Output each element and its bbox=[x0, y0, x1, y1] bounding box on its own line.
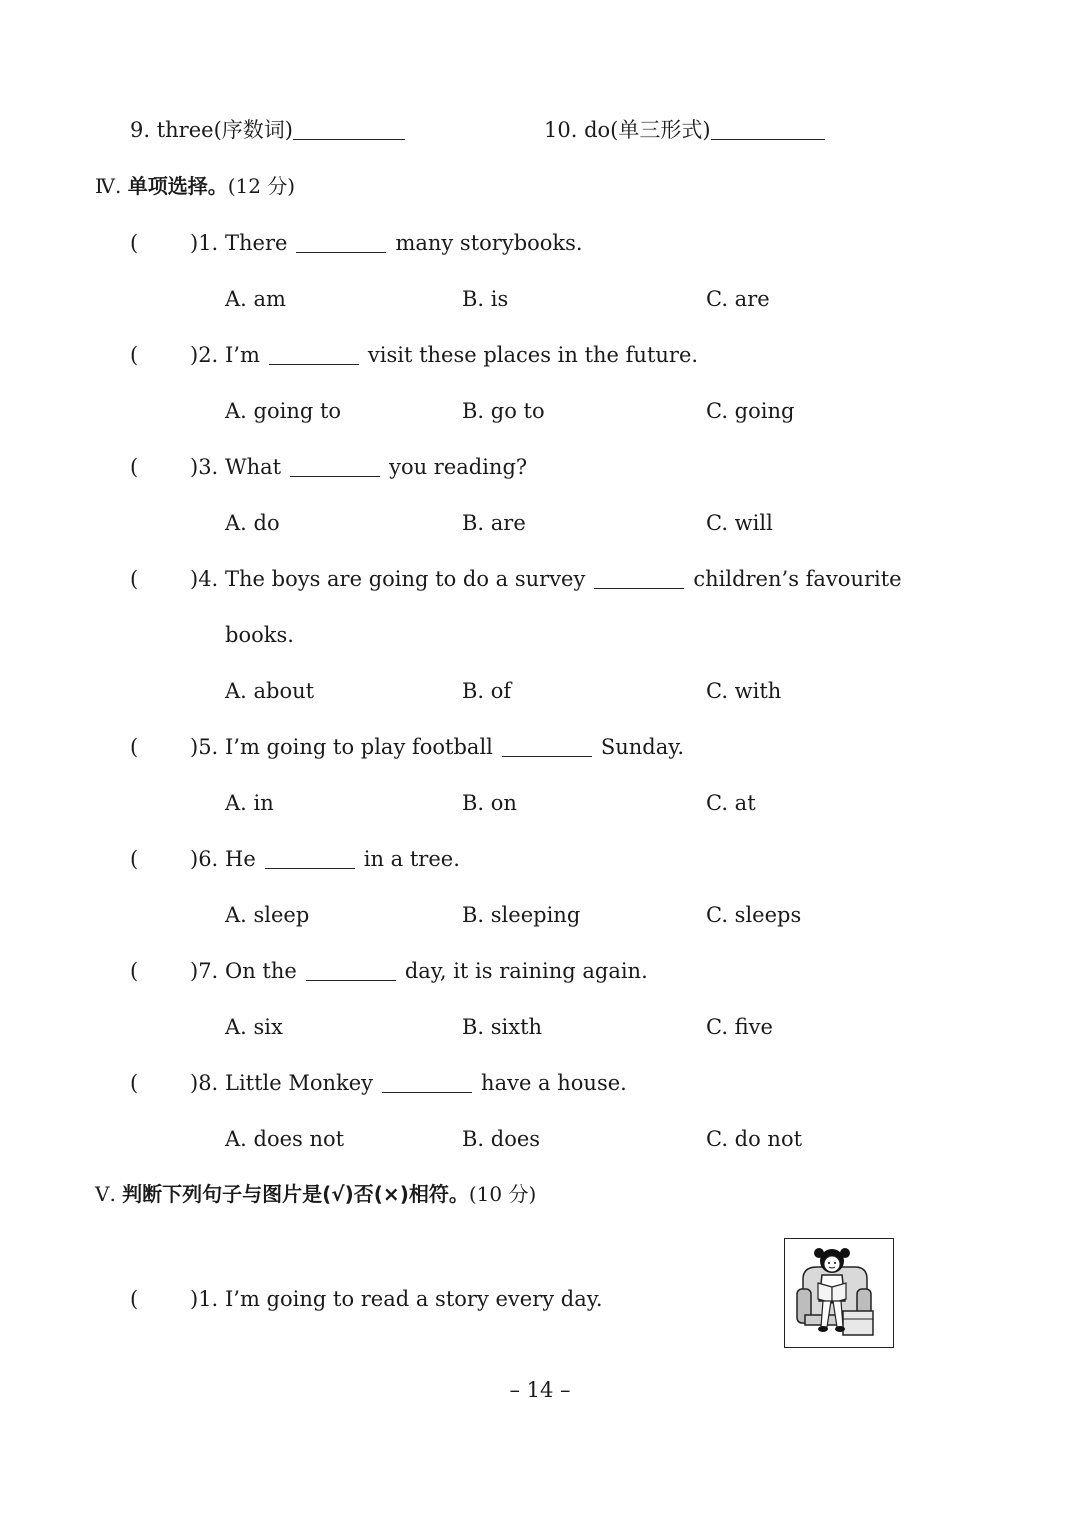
question-stem bbox=[225, 737, 684, 758]
option-b[interactable]: B. go to bbox=[462, 399, 545, 423]
answer-paren[interactable]: ( bbox=[130, 455, 139, 479]
answer-blank[interactable] bbox=[296, 252, 386, 253]
option-b[interactable]: B. on bbox=[462, 791, 517, 815]
fill-item-10: 10. do(单三形式) bbox=[544, 120, 825, 141]
answer-blank[interactable] bbox=[290, 476, 380, 477]
answer-paren[interactable]: ( bbox=[130, 1287, 139, 1311]
option-a[interactable]: A. am bbox=[225, 287, 286, 311]
stem-after: many storybooks. bbox=[395, 231, 583, 255]
stem-before: He bbox=[225, 847, 256, 871]
option-a[interactable]: A. in bbox=[225, 791, 274, 815]
fill-item-9: 9. three(序数词) bbox=[130, 120, 405, 141]
option-b[interactable]: B. does bbox=[462, 1127, 541, 1151]
question-stem bbox=[225, 233, 583, 254]
answer-blank[interactable] bbox=[293, 139, 405, 140]
question-number: )1. bbox=[190, 231, 219, 255]
option-b[interactable]: B. sleeping bbox=[462, 903, 581, 927]
question-number: )4. bbox=[190, 567, 219, 591]
stem-before: What bbox=[225, 455, 282, 479]
section-5-heading: Ⅴ. 判断下列句子与图片是(√)否(×)相符。(10 分) bbox=[95, 1182, 537, 1206]
stem-after: have a house. bbox=[481, 1071, 627, 1095]
answer-blank[interactable] bbox=[711, 139, 825, 140]
question-number: )1. bbox=[190, 1287, 219, 1311]
question-number: )2. bbox=[190, 343, 219, 367]
answer-paren[interactable]: ( bbox=[130, 567, 139, 591]
stem-after: visit these places in the future. bbox=[367, 343, 699, 367]
answer-paren[interactable]: ( bbox=[130, 231, 139, 255]
answer-paren[interactable]: ( bbox=[130, 343, 139, 367]
page-number: – 14 – bbox=[509, 1378, 571, 1402]
answer-paren[interactable]: ( bbox=[130, 735, 139, 759]
stem-after: you reading? bbox=[389, 455, 528, 479]
question-stem bbox=[225, 961, 648, 982]
section-4-heading: Ⅳ. 单项选择。(12 分) bbox=[95, 174, 296, 198]
stem-after: day, it is raining again. bbox=[404, 959, 648, 983]
stem-after: children’s favourite bbox=[693, 567, 902, 591]
option-c[interactable]: C. sleeps bbox=[706, 903, 802, 927]
answer-paren[interactable]: ( bbox=[130, 847, 139, 871]
question-number: )5. bbox=[190, 735, 219, 759]
option-a[interactable]: A. going to bbox=[225, 399, 342, 423]
answer-blank[interactable] bbox=[269, 364, 359, 365]
option-b[interactable]: B. are bbox=[462, 511, 526, 535]
stem-before: Little Monkey bbox=[225, 1071, 374, 1095]
answer-blank[interactable] bbox=[382, 1092, 472, 1093]
question-stem bbox=[225, 849, 460, 870]
option-a[interactable]: A. six bbox=[225, 1015, 283, 1039]
stem-before: There bbox=[225, 231, 288, 255]
girl-reading-illustration bbox=[785, 1239, 892, 1346]
question-stem bbox=[225, 569, 902, 590]
option-b[interactable]: B. of bbox=[462, 679, 512, 703]
answer-blank[interactable] bbox=[265, 868, 355, 869]
question-stem bbox=[225, 345, 698, 366]
question-stem bbox=[225, 1073, 627, 1094]
question-stem bbox=[225, 457, 527, 478]
question-number: )8. bbox=[190, 1071, 219, 1095]
girl-reading-picture bbox=[784, 1238, 894, 1348]
option-b[interactable]: B. is bbox=[462, 287, 509, 311]
question-number: )6. bbox=[190, 847, 219, 871]
option-c[interactable]: C. at bbox=[706, 791, 756, 815]
stem-before: I’m going to play football bbox=[225, 735, 493, 759]
answer-blank[interactable] bbox=[502, 756, 592, 757]
option-b[interactable]: B. sixth bbox=[462, 1015, 543, 1039]
option-c[interactable]: C. with bbox=[706, 679, 782, 703]
stem-after: Sunday. bbox=[600, 735, 685, 759]
question-number: )7. bbox=[190, 959, 219, 983]
stem-before: The boys are going to do a survey bbox=[225, 567, 586, 591]
option-a[interactable]: A. do bbox=[225, 511, 280, 535]
answer-paren[interactable]: ( bbox=[130, 1071, 139, 1095]
question-number: )3. bbox=[190, 455, 219, 479]
stem-before: I’m bbox=[225, 343, 260, 367]
stem-before: On the bbox=[225, 959, 297, 983]
answer-paren[interactable]: ( bbox=[130, 959, 139, 983]
stem-continuation: books. bbox=[225, 623, 294, 647]
stem-after: in a tree. bbox=[363, 847, 460, 871]
answer-blank[interactable] bbox=[594, 588, 684, 589]
answer-blank[interactable] bbox=[306, 980, 396, 981]
option-c[interactable]: C. will bbox=[706, 511, 773, 535]
option-a[interactable]: A. about bbox=[225, 679, 315, 703]
option-a[interactable]: A. does not bbox=[225, 1127, 345, 1151]
option-c[interactable]: C. are bbox=[706, 287, 770, 311]
option-c[interactable]: C. do not bbox=[706, 1127, 803, 1151]
option-c[interactable]: C. going bbox=[706, 399, 795, 423]
question-text: I’m going to read a story every day. bbox=[225, 1287, 603, 1311]
option-c[interactable]: C. five bbox=[706, 1015, 773, 1039]
option-a[interactable]: A. sleep bbox=[225, 903, 310, 927]
